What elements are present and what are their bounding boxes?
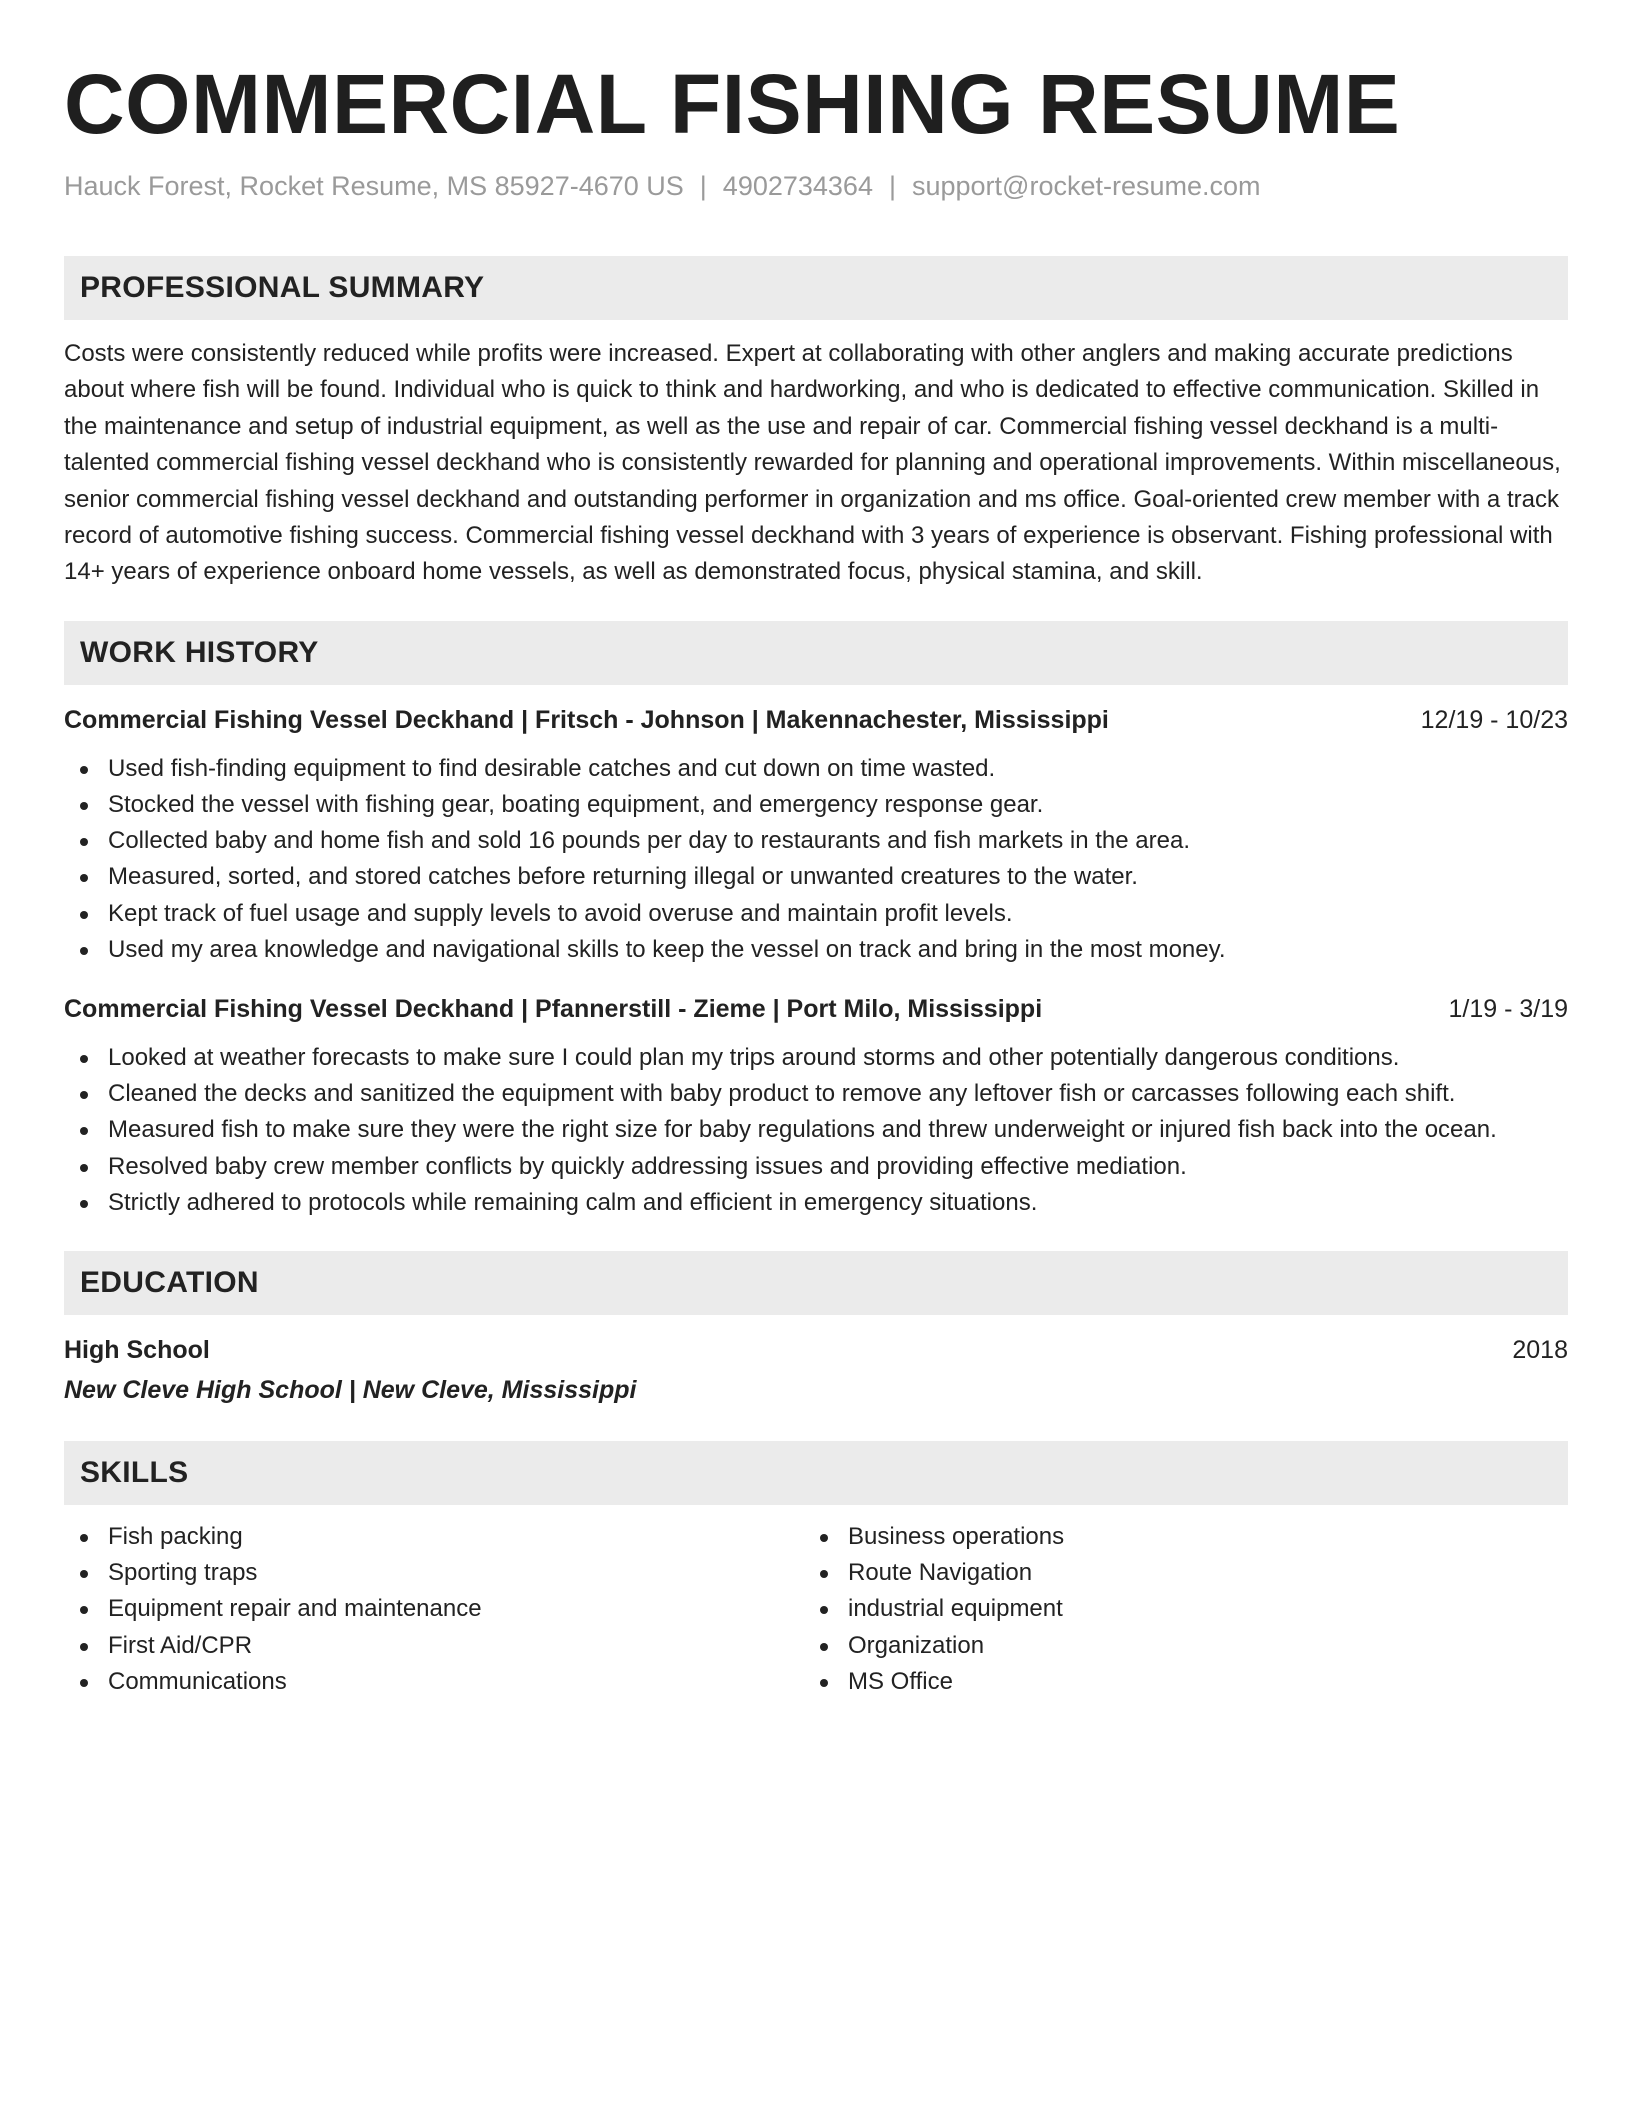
job-dates: 12/19 - 10/23 bbox=[1420, 705, 1568, 734]
skill-item: Sporting traps bbox=[64, 1555, 804, 1591]
skill-item: Route Navigation bbox=[804, 1555, 1064, 1591]
skill-item: industrial equipment bbox=[804, 1591, 1064, 1627]
list-item: Strictly adhered to protocols while remaining calm and efficient in emergency situations. bbox=[64, 1185, 1568, 1221]
skills-column-2 bbox=[804, 1519, 1064, 1700]
contact-address: Hauck Forest, Rocket Resume, MS 85927-4670 US bbox=[64, 171, 684, 201]
list-item: Measured, sorted, and stored catches before returning illegal or unwanted creatures to the water. bbox=[64, 859, 1568, 895]
skill-item: Business operations bbox=[804, 1519, 1064, 1555]
skill-item: Fish packing bbox=[64, 1519, 804, 1555]
list-item: Used fish-finding equipment to find desirable catches and cut down on time wasted. bbox=[64, 751, 1568, 787]
list-item: Used my area knowledge and navigational skills to keep the vessel on track and bring in the most money. bbox=[64, 932, 1568, 968]
skills-column-1 bbox=[64, 1519, 804, 1700]
summary-text: Costs were consistently reduced while profits were increased. Expert at collaborating with other anglers and making accurate predictions about where fish will be found. Individual who is quick to think and hardworking, and who is dedicated to effective communication. Skilled in the maintenance and setup of industrial equipment, as well as the use and repair of car. Commercial fishing vessel deckhand is a multi-talented commercial fishing vessel deckhand who is consistently rewarded for planning and operational improvements. Within miscellaneous, senior commercial fishing vessel deckhand and outstanding performer in organization and ms office. Goal-oriented crew member with a track record of automotive fishing success. Commercial fishing vessel deckhand with 3 years of experience is observant. Fishing professional with 14+ years of experience onboard home vessels, as well as demonstrated focus, physical stamina, and skill. bbox=[64, 340, 1561, 586]
skills-list bbox=[64, 1519, 1568, 1700]
education-degree: High School bbox=[64, 1336, 210, 1365]
contact-email: support@rocket-resume.com bbox=[911, 171, 1261, 201]
education-school: New Cleve High School | New Cleve, Mississippi bbox=[64, 1376, 637, 1405]
section-heading-summary: PROFESSIONAL SUMMARY bbox=[64, 256, 1568, 320]
list-item: Looked at weather forecasts to make sure I could plan my trips around storms and other potentially dangerous conditions. bbox=[64, 1040, 1568, 1076]
job-title: Commercial Fishing Vessel Deckhand | Fritsch - Johnson | Makennachester, Mississippi bbox=[64, 705, 1109, 734]
skill-item: Organization bbox=[804, 1628, 1064, 1664]
contact-separator: | bbox=[888, 171, 896, 201]
education-header bbox=[64, 1333, 1568, 1367]
contact-separator: | bbox=[699, 171, 707, 201]
skill-item: MS Office bbox=[804, 1664, 1064, 1700]
section-heading-skills: SKILLS bbox=[64, 1441, 1568, 1505]
job-bullets bbox=[64, 751, 1568, 968]
skill-item: Communications bbox=[64, 1664, 804, 1700]
section-heading-education: EDUCATION bbox=[64, 1251, 1568, 1315]
list-item: Resolved baby crew member conflicts by quickly addressing issues and providing effective mediation. bbox=[64, 1149, 1568, 1185]
contact-phone: 4902734364 bbox=[722, 171, 873, 201]
job-header bbox=[64, 992, 1568, 1026]
skill-item: First Aid/CPR bbox=[64, 1628, 804, 1664]
skill-item: Equipment repair and maintenance bbox=[64, 1591, 804, 1627]
contact-line bbox=[64, 168, 1568, 204]
list-item: Measured fish to make sure they were the right size for baby regulations and threw underweight or injured fish back into the ocean. bbox=[64, 1112, 1568, 1148]
list-item: Collected baby and home fish and sold 16 pounds per day to restaurants and fish markets in the area. bbox=[64, 823, 1568, 859]
list-item: Cleaned the decks and sanitized the equipment with baby product to remove any leftover fish or carcasses following each shift. bbox=[64, 1076, 1568, 1112]
education-year: 2018 bbox=[1512, 1336, 1568, 1365]
section-heading-work-history: WORK HISTORY bbox=[64, 621, 1568, 685]
job-title: Commercial Fishing Vessel Deckhand | Pfannerstill - Zieme | Port Milo, Mississippi bbox=[64, 995, 1043, 1024]
list-item: Stocked the vessel with fishing gear, boating equipment, and emergency response gear. bbox=[64, 787, 1568, 823]
list-item: Kept track of fuel usage and supply levels to avoid overuse and maintain profit levels. bbox=[64, 896, 1568, 932]
job-header bbox=[64, 703, 1568, 737]
resume-title: COMMERCIAL FISHING RESUME bbox=[64, 57, 1401, 151]
job-bullets bbox=[64, 1040, 1568, 1221]
job-dates: 1/19 - 3/19 bbox=[1448, 995, 1568, 1024]
